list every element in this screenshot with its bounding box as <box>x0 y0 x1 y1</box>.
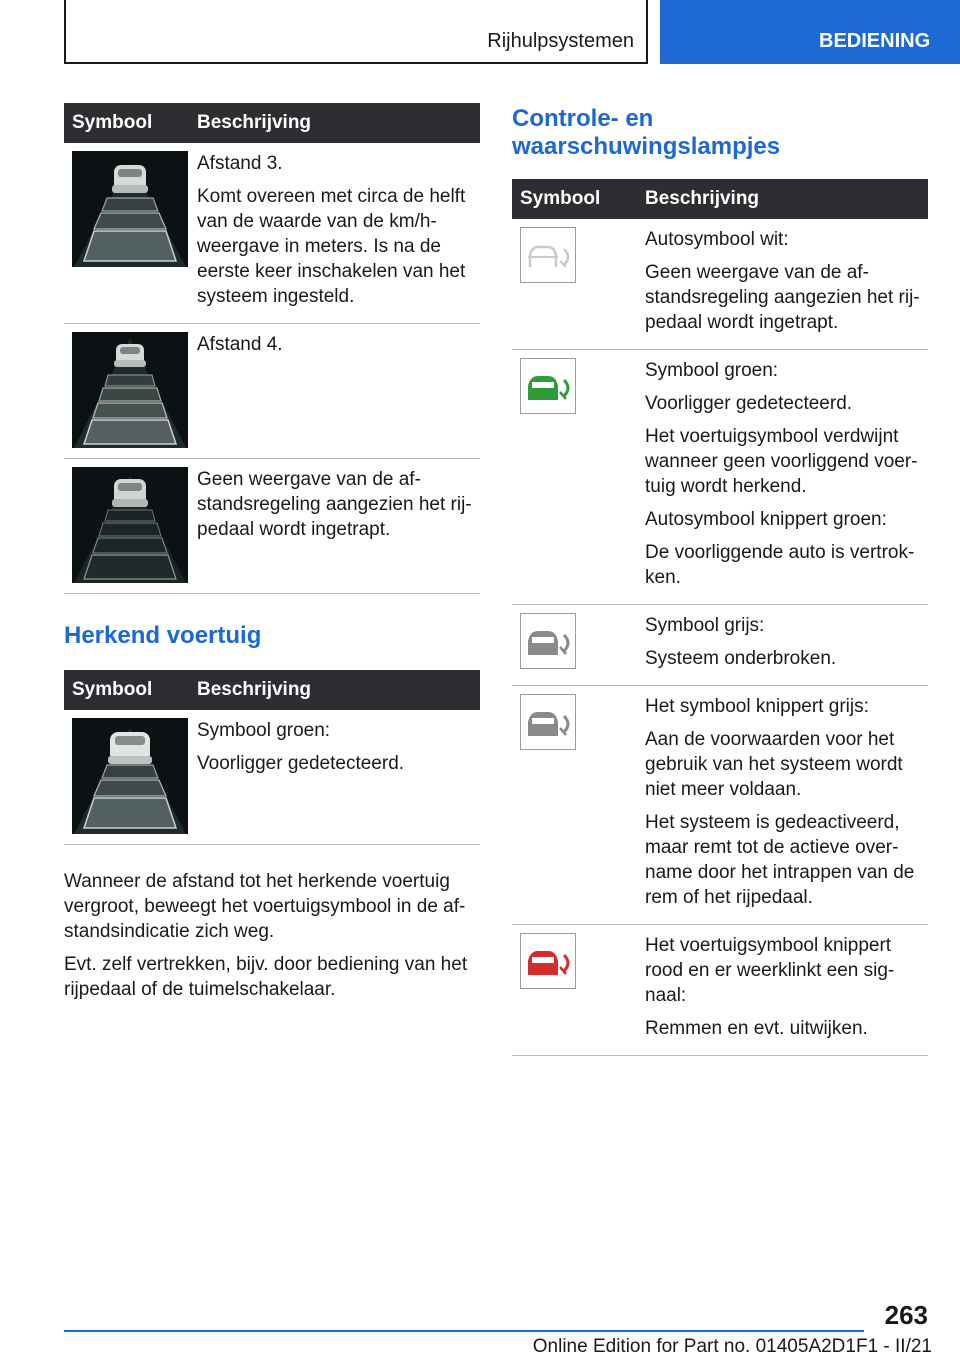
distance-4-bars-icon <box>72 332 188 448</box>
recognized-table-header <box>64 670 480 710</box>
footer-divider <box>64 1330 864 1332</box>
body-paragraph: Wanneer de afstand tot het herkende voertuig vergroot, beweegt het voertuigsymbool in de af-standsindicatie zich weg. <box>64 871 466 942</box>
car-red-warning-icon <box>520 933 576 989</box>
col-description-header: Beschrijving <box>645 188 760 209</box>
distance-3-bars-icon <box>72 151 188 267</box>
col-description-header: Beschrijving <box>197 679 312 700</box>
table-row <box>64 324 480 459</box>
row-text: Aan de voorwaarden voor het gebruik van het systeem wordt niet meer voldaan. <box>645 729 903 800</box>
row-text: Afstand 3. <box>197 153 283 174</box>
row-text: Het symbool knippert grijs: <box>645 696 869 717</box>
edition-text: Online Edition for Part no. 01405A2D1F1 - II/21 <box>532 1336 932 1357</box>
row-text: Het systeem is gedeactiveerd, maar remt tot de actieve over-name door het intrappen van de rem of het rijpedaal. <box>645 812 915 908</box>
distance-inactive-bars-icon <box>72 467 188 583</box>
row-text: Symbool grijs: <box>645 615 765 636</box>
car-gray-icon <box>520 613 576 669</box>
recognized-heading: Herkend voertuig <box>64 622 262 649</box>
row-text: Systeem onderbroken. <box>645 648 837 669</box>
row-text: Geen weergave van de af-standsregeling aangezien het rij-pedaal wordt ingetrapt. <box>197 469 472 540</box>
col-symbol-header: Symbool <box>520 188 601 209</box>
distance-table-header <box>64 103 480 143</box>
row-text: Afstand 4. <box>197 334 283 355</box>
row-text: Autosymbool wit: <box>645 229 789 250</box>
section-title: BEDIENING <box>819 30 931 52</box>
table-row <box>64 710 480 845</box>
table-row <box>512 219 928 350</box>
table-row <box>512 350 928 605</box>
row-text: Komt overeen met circa de helft van de waarde van de km/h-weergave in meters. Is na de eerste keer inschakelen van het systeem ingesteld. <box>197 186 466 307</box>
vehicle-recognized-icon <box>72 718 188 834</box>
row-text: Voorligger gedetecteerd. <box>197 753 405 774</box>
row-text: Autosymbool knippert groen: <box>645 509 887 530</box>
row-text: Het voertuigsymbool verdwijnt wanneer geen voorliggend voer-tuig wordt herkend. <box>645 426 918 497</box>
row-text: Symbool groen: <box>197 720 331 741</box>
row-text: Het voertuigsymbool knippert rood en er weerklinkt een sig-naal: <box>645 935 895 1006</box>
header-section-tab[interactable] <box>660 0 960 64</box>
distance-table <box>64 103 480 594</box>
recognized-table <box>64 670 480 845</box>
table-row <box>512 686 928 925</box>
car-gray-blinking-icon <box>520 694 576 750</box>
row-text: Voorligger gedetecteerd. <box>645 393 853 414</box>
car-outline-white-icon <box>520 227 576 283</box>
row-text: Geen weergave van de af-standsregeling aangezien het rij-pedaal wordt ingetrapt. <box>645 262 920 333</box>
chapter-title: Rijhulpsystemen <box>487 30 634 52</box>
col-description-header: Beschrijving <box>197 112 312 133</box>
col-symbol-header: Symbool <box>72 112 153 133</box>
car-green-icon <box>520 358 576 414</box>
indicators-table-header <box>512 179 928 219</box>
page-number: 263 <box>884 1300 928 1330</box>
table-row <box>64 459 480 594</box>
indicators-table <box>512 179 928 1056</box>
indicators-heading: Controle- en waarschuwingslampjes <box>512 105 781 160</box>
right-column <box>512 103 928 1056</box>
table-row <box>64 143 480 324</box>
row-text: Symbool groen: <box>645 360 779 381</box>
table-row <box>512 605 928 686</box>
row-text: De voorliggende auto is vertrok-ken. <box>645 542 915 588</box>
table-row <box>512 925 928 1056</box>
body-paragraph: Evt. zelf vertrekken, bijv. door bediening van het rijpedaal of de tuimelschakelaar. <box>64 954 468 1000</box>
row-text: Remmen en evt. uitwijken. <box>645 1018 868 1039</box>
col-symbol-header: Symbool <box>72 679 153 700</box>
left-column <box>64 103 480 1010</box>
header-chapter-box <box>64 0 648 64</box>
recognized-body <box>64 869 480 1002</box>
